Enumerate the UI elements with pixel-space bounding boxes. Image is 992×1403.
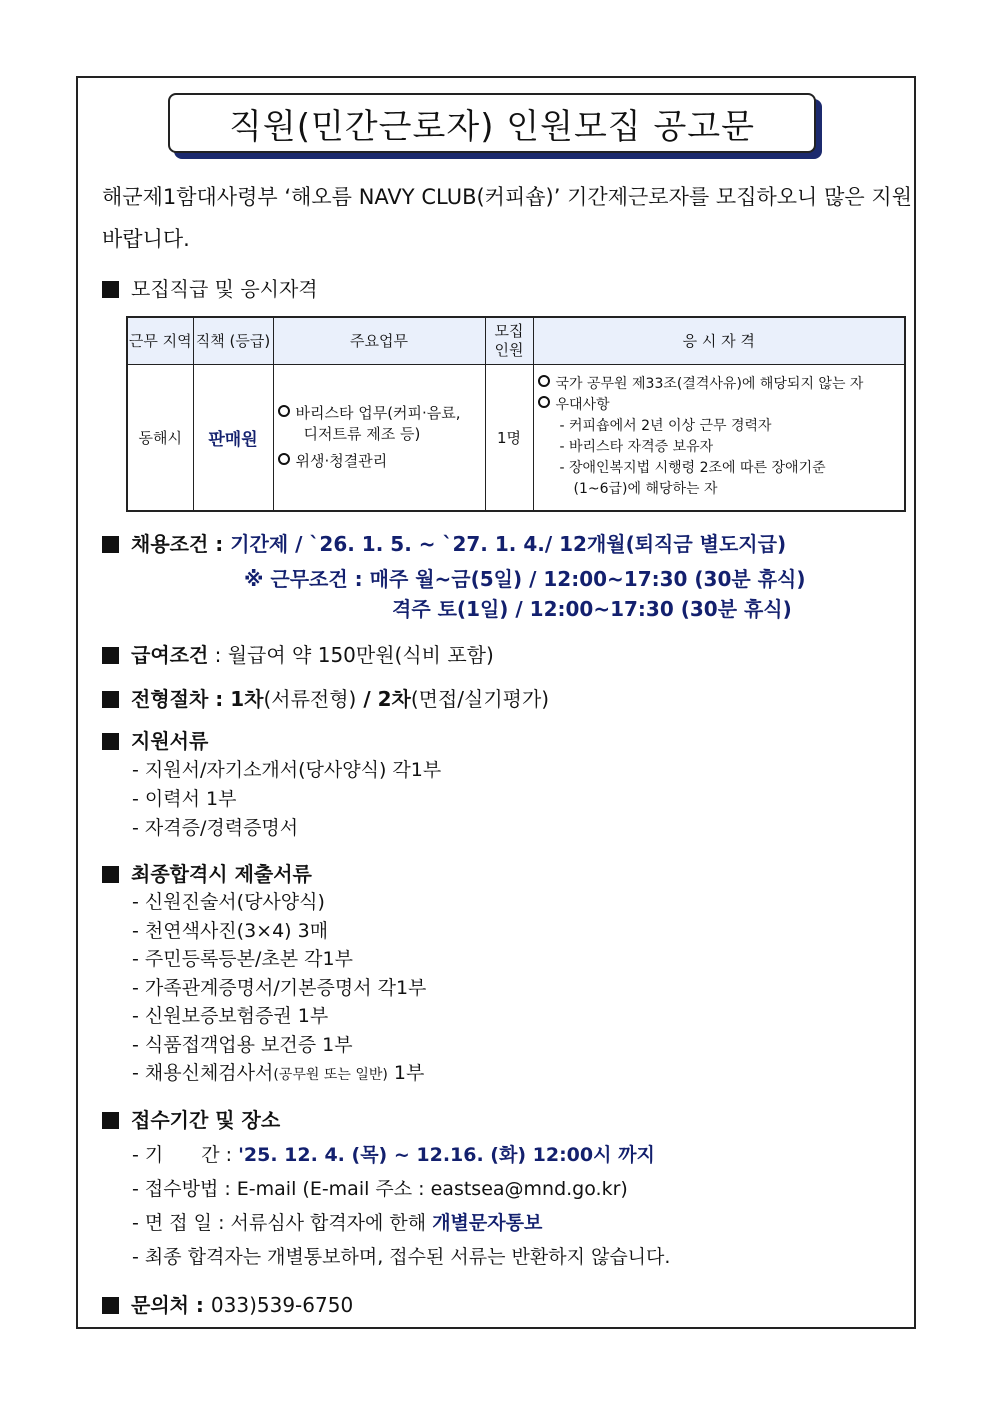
docs-label: 지원서류 [131,729,209,753]
duty-item: 바리스타 업무(커피·음료, [295,403,461,422]
final-docs-list [132,888,426,1090]
interview-label: - 면 접 일 : 서류심사 합격자에 한해 [132,1212,427,1234]
header-qual: 응 시 자 격 [533,317,905,365]
section-salary: 급여조건 : 월급여 약 150만원(식비 포함) [102,639,494,668]
contact-label: 문의처 [131,1293,189,1317]
work-line-2: 격주 토(1일) / 12:00~17:30 (30분 휴식) [392,597,792,621]
list-item: - 신원진술서(당사양식) [132,891,325,913]
period-label: - 기 간 : [132,1144,233,1166]
circle-bullet-icon [278,405,290,417]
header-area: 근무 지역 [127,317,193,365]
square-bullet-icon [102,691,119,708]
work-label: ※ 근무조건 : [244,567,363,591]
cell-quals [533,365,905,511]
list-item: - 주민등록등본/초본 각1부 [132,948,353,970]
duty-item: 디저트류 제조 등) [303,424,421,443]
qual-item: 국가 공무원 제33조(결격사유)에 해당되지 않는 자 [555,376,864,393]
process-step-1-desc: (서류전형) [263,687,357,711]
square-bullet-icon [102,1112,119,1129]
list-item: - 신원보증보험증권 1부 [132,1005,329,1027]
qual-item: 우대사항 [555,397,610,414]
square-bullet-icon [102,536,119,553]
process-step-2: 2차 [377,687,411,711]
list-item: - 자격증/경력증명서 [132,817,299,839]
list-item: - 지원서/자기소개서(당사양식) 각1부 [132,759,442,781]
list-item: - 이력서 1부 [132,788,237,810]
salary-value: 월급여 약 150만원(식비 포함) [227,643,494,667]
receipt-method: - 접수방법 : E-mail (E-mail 주소 : eastsea@mnd.go.kr) [132,1178,628,1200]
section-conditions: 채용조건 : 기간제 / `26. 1. 5. ~ `27. 1. 4./ 12개월(퇴직금 별도지급) [102,528,786,557]
header-duty: 주요업무 [273,317,485,365]
period-value: '25. 12. 4. (목) ~ 12.16. (화) 12:00시 까지 [238,1144,655,1166]
duty-item: 위생·청결관리 [295,451,388,470]
process-step-1: 1차 [230,687,264,711]
final-doc-suffix: 1부 [387,1062,425,1084]
work-line-1: 매주 월~금(5일) / 12:00~17:30 (30분 휴식) [369,567,806,591]
circle-bullet-icon [538,396,550,408]
qualification-table [126,316,906,512]
qual-item: (1~6급)에 해당하는 자 [573,481,718,498]
list-item: - 가족관계증명서/기본증명서 각1부 [132,976,427,999]
receipt-label: 접수기간 및 장소 [131,1108,281,1132]
section-process: 전형절차 : 1차(서류전형) / 2차(면접/실기평가) [102,683,549,712]
square-bullet-icon [102,1297,119,1314]
contact-value: 033)539-6750 [210,1293,354,1317]
salary-label: 급여조건 [131,643,209,667]
square-bullet-icon [102,281,119,298]
list-item: - 천연색사진(3×4) 3매 [132,919,329,942]
work-condition-1 [244,563,805,592]
cell-role: 판매원 [193,365,273,511]
cell-duties [273,365,485,511]
section-receipt [102,1104,280,1133]
header-count: 모집 인원 [485,317,533,365]
title-box [168,93,820,157]
circle-bullet-icon [278,453,290,465]
table-row [127,365,905,511]
receipt-interview [132,1208,542,1235]
list-item [132,1059,426,1090]
section-positions [102,273,318,302]
section-positions-label: 모집직급 및 응시자격 [131,277,318,301]
table-header-row [127,317,905,365]
final-docs-label: 최종합격시 제출서류 [131,862,312,886]
square-bullet-icon [102,866,119,883]
receipt-notice: - 최종 합격자는 개별통보하며, 접수된 서류는 반환하지 않습니다. [132,1246,671,1268]
header-role: 직책 (등급) [193,317,273,365]
qual-item: - 커피숍에서 2년 이상 근무 경력자 [559,418,772,435]
receipt-period [132,1140,655,1167]
interview-value: 개별문자통보 [432,1212,543,1234]
circle-bullet-icon [538,375,550,387]
qual-item: - 바리스타 자격증 보유자 [559,439,714,456]
section-final-docs [102,858,312,887]
final-doc-prefix: - 채용신체검사서 [132,1062,274,1084]
square-bullet-icon [102,647,119,664]
final-doc-note: (공무원 또는 일반) [273,1067,388,1083]
qual-item: - 장애인복지법 시행령 2조에 따른 장애기준 [559,460,826,477]
square-bullet-icon [102,733,119,750]
section-contact: 문의처 : 033)539-6750 [102,1289,353,1318]
list-item: - 식품접객업용 보건증 1부 [132,1033,353,1056]
process-label: 전형절차 [131,687,209,711]
process-step-2-desc: (면접/실기평가) [410,687,550,711]
cell-count: 1명 [485,365,533,511]
page-title: 직원(민간근로자) 인원모집 공고문 [168,93,816,153]
docs-list [132,756,441,843]
section-docs [102,725,208,754]
intro-text: 해군제1함대사령부 ‘해오름 NAVY CLUB(커피숍)’ 기간제근로자를 모집하오니 많은 지원 바랍니다. [102,185,912,251]
cell-area: 동해시 [127,365,193,511]
conditions-value: 기간제 / `26. 1. 5. ~ `27. 1. 4./ 12개월(퇴직금 별도지급) [230,532,787,556]
conditions-label: 채용조건 [131,532,209,556]
work-condition-2 [392,593,792,622]
